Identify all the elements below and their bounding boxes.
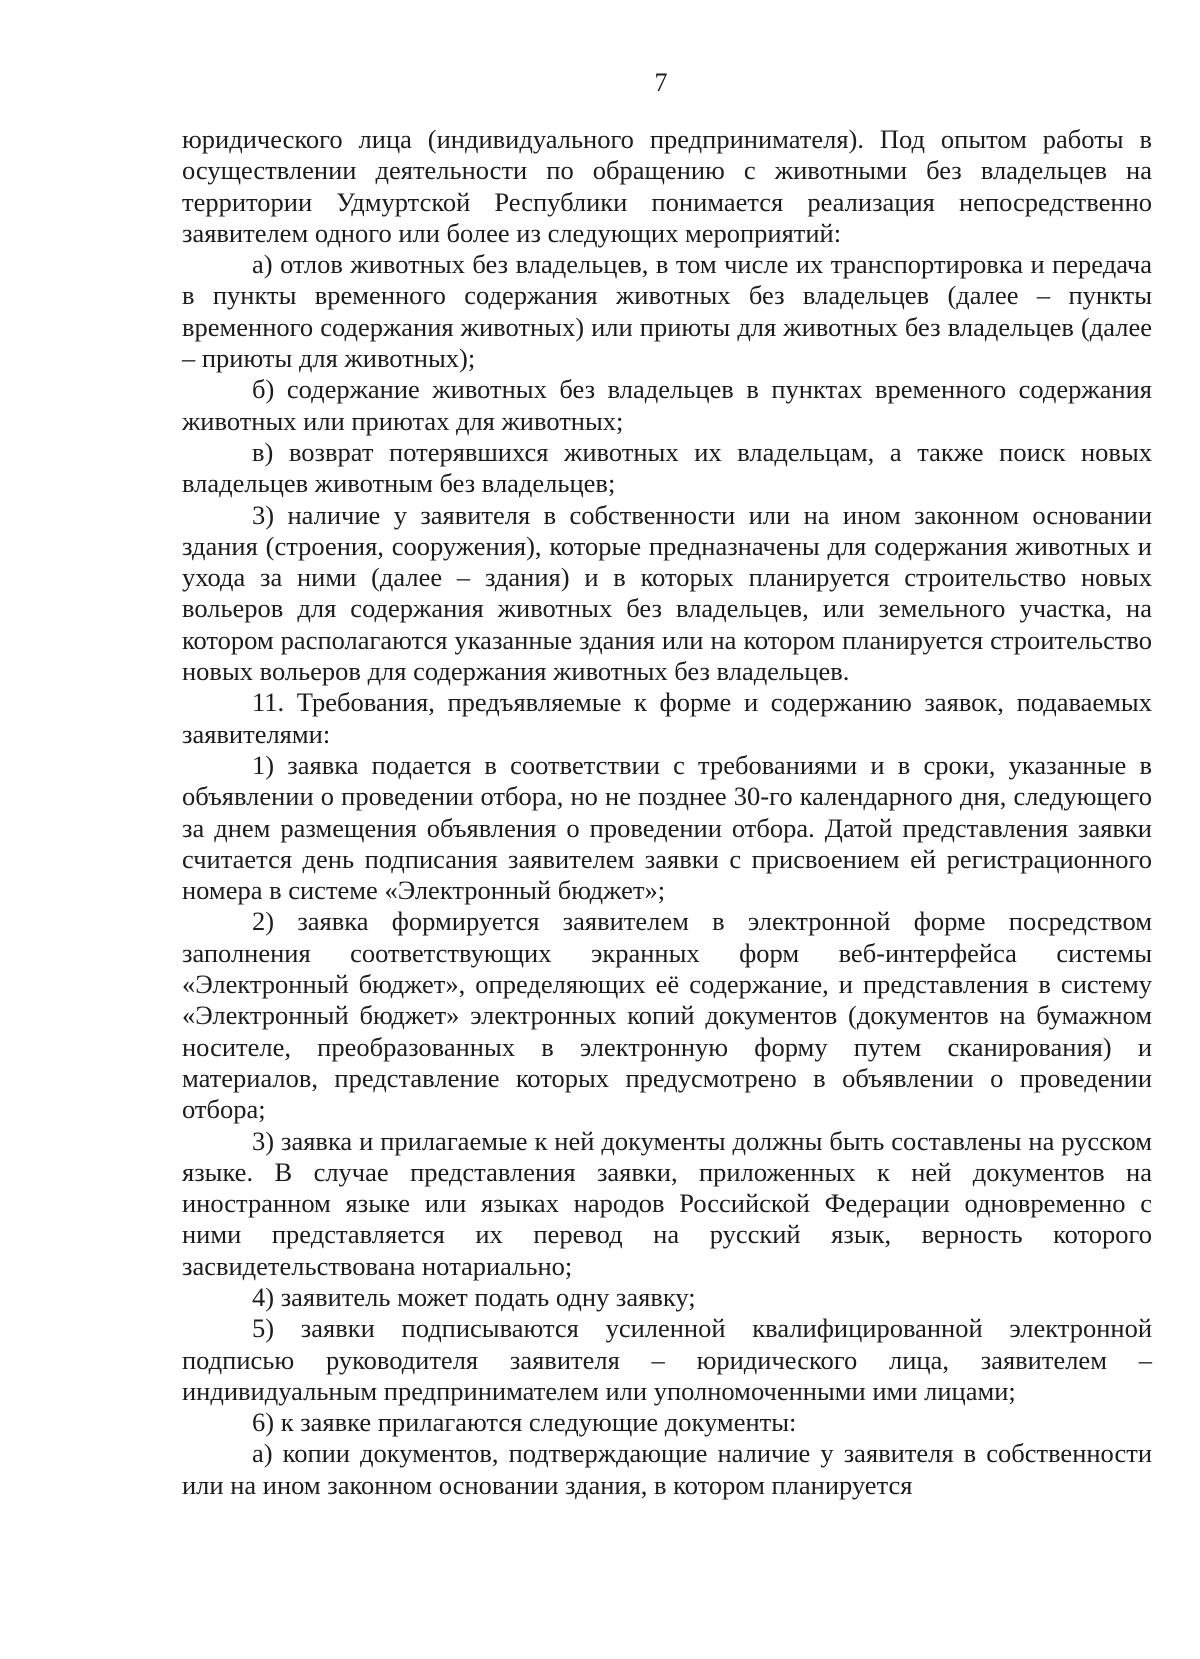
paragraph-item-a-capture: а) отлов животных без владельцев, в том числе их транспортировка и передача в пункты временного содержания животных без владельцев (далее – пункты временного содержания животных) или приюты для животных без владельцев (далее – приюты для животных); bbox=[182, 249, 1152, 374]
paragraph-item-b-keeping: б) содержание животных без владельцев в пунктах временного содержания животных или приютах для животных; bbox=[182, 374, 1152, 436]
paragraph-item-4-one-application: 4) заявитель может подать одну заявку; bbox=[252, 1281, 696, 1312]
paragraph-item-3-buildings: 3) наличие у заявителя в собственности или на ином законном основании здания (строения, сооружения), которые предназначены для содержания животных и ухода за ними (далее – здания) и в которых планируется строительство новых вольеров для содержания животных без владельцев, или земельного участка, на котором располагаются указанные здания или на котором планируется строительство новых вольеров для содержания животных без владельцев. bbox=[182, 499, 1152, 687]
page-number: 7 bbox=[654, 68, 668, 97]
paragraph-section-11: 11. Требования, предъявляемые к форме и содержанию заявок, подаваемых заявителями: bbox=[182, 687, 1152, 749]
paragraph-continuation: юридического лица (индивидуального предпринимателя). Под опытом работы в осуществлении деятельности по обращению с животными без владельцев на территории Удмуртской Республики понимается реализация непосредственно заявителем одного или более из следующих мероприятий: bbox=[182, 124, 1152, 248]
document-body bbox=[182, 124, 1152, 1501]
paragraph-item-a-copies: а) копии документов, подтверждающие наличие у заявителя в собственности или на ином законном основании здания, в котором планируется bbox=[182, 1438, 1152, 1500]
paragraph-item-6-documents: 6) к заявке прилагаются следующие документы: bbox=[252, 1407, 797, 1438]
paragraph-item-5-signature: 5) заявки подписываются усиленной квалифицированной электронной подписью руководителя заявителя – юридического лица, заявителем – индивидуальным предпринимателем или уполномоченными ими лицами; bbox=[182, 1313, 1152, 1406]
paragraph-item-1-submission: 1) заявка подается в соответствии с требованиями и в сроки, указанные в объявлении о проведении отбора, но не позднее 30-го календарного дня, следующего за днем размещения объявления о проведении отбора. Датой представления заявки считается день подписания заявителем заявки с присвоением ей регистрационного номера в системе «Электронный бюджет»; bbox=[182, 749, 1152, 906]
paragraph-item-2-electronic-form: 2) заявка формируется заявителем в электронной форме посредством заполнения соответствующих экранных форм веб-интерфейса системы «Электронный бюджет», определяющих её содержание, и представления в систему «Электронный бюджет» электронных копий документов (документов на бумажном носителе, преобразованных в электронную форму путем сканирования) и материалов, представление которых предусмотрено в объявлении о проведении отбора; bbox=[182, 906, 1152, 1125]
paragraph-item-3-language: 3) заявка и прилагаемые к ней документы должны быть составлены на русском языке. В случае представления заявки, приложенных к ней документов на иностранном языке или языках народов Российской Федерации одновременно с ними представляется их перевод на русский язык, верность которого засвидетельствована нотариально; bbox=[182, 1125, 1152, 1281]
paragraph-item-v-return: в) возврат потерявшихся животных их владельцам, а также поиск новых владельцев животным без владельцев; bbox=[182, 436, 1152, 499]
